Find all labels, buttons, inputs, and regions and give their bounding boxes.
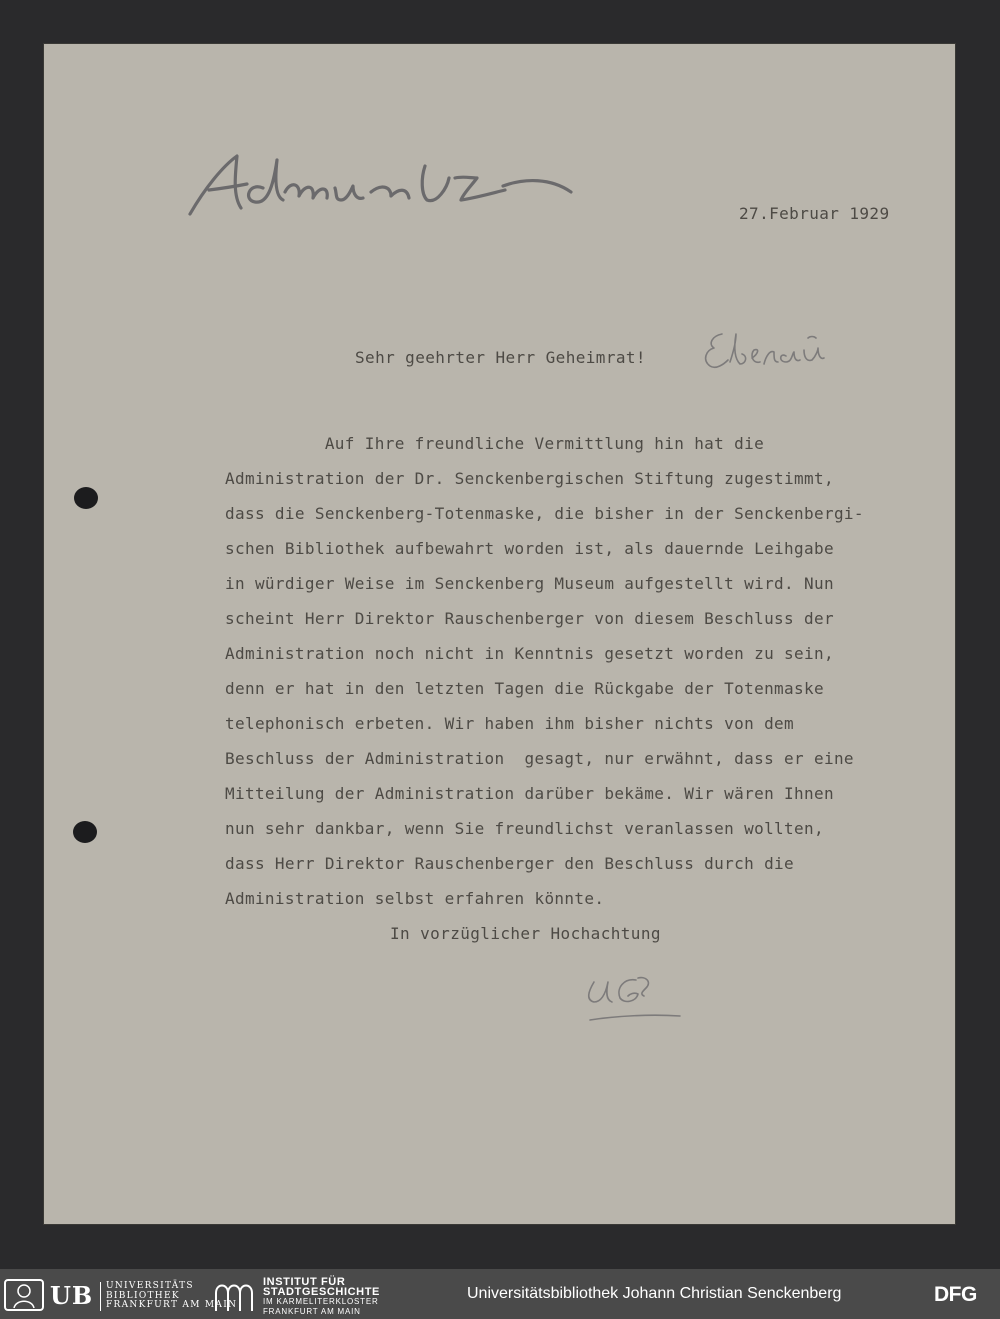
- ub-line: FRANKFURT AM MAIN: [106, 1300, 238, 1310]
- closing-phrase: In vorzüglicher Hochachtung: [390, 924, 661, 943]
- isg-line: INSTITUT FÜR: [263, 1276, 346, 1288]
- arches-icon: [214, 1277, 254, 1313]
- library-name: Universitätsbibliothek Johann Christian Senckenberg: [467, 1285, 842, 1302]
- body-line: Administration der Dr. Senckenbergischen Stiftung zugestimmt,: [225, 469, 834, 488]
- body-line: dass die Senckenberg-Totenmaske, die bisher in der Senckenbergi-: [225, 504, 864, 523]
- body-line: Mitteilung der Administration darüber bekäme. Wir wären Ihnen: [225, 784, 834, 803]
- body-line: denn er hat in den letzten Tagen die Rückgabe der Totenmaske: [225, 679, 824, 698]
- punch-hole: [74, 487, 98, 509]
- isg-line: IM KARMELITERKLOSTER: [263, 1297, 379, 1306]
- ub-line: UNIVERSITÄTS: [106, 1281, 194, 1291]
- isg-line: FRANKFURT AM MAIN: [263, 1307, 361, 1316]
- ub-line: BIBLIOTHEK: [106, 1290, 180, 1301]
- ub-letters: UB: [50, 1281, 94, 1310]
- punch-hole: [73, 821, 97, 843]
- body-line: scheint Herr Direktor Rauschenberger von diesem Beschluss der: [225, 609, 834, 628]
- isg-logo[interactable]: [214, 1276, 414, 1316]
- ub-logo[interactable]: [4, 1279, 238, 1311]
- body-line: nun sehr dankbar, wenn Sie freundlichst veranlassen wollten,: [225, 819, 824, 838]
- letter-body: [225, 430, 864, 920]
- handwritten-heading: [185, 148, 585, 223]
- portrait-seal-icon: [4, 1279, 44, 1311]
- isg-line: STADTGESCHICHTE: [263, 1286, 380, 1298]
- body-line: Auf Ihre freundliche Vermittlung hin hat die: [225, 434, 765, 453]
- footer-bar: [0, 1269, 1000, 1319]
- body-line: telephonisch erbeten. Wir haben ihm bisher nichts von dem: [225, 714, 795, 733]
- letter-date: 27.Februar 1929: [739, 204, 890, 223]
- signature: [580, 968, 690, 1028]
- body-line: schen Bibliothek aufbewahrt worden ist, als dauernde Leihgabe: [225, 539, 834, 558]
- body-line: Administration selbst erfahren könnte.: [225, 889, 605, 908]
- body-line: in würdiger Weise im Senckenberg Museum aufgestellt wird. Nun: [225, 574, 834, 593]
- isg-wordmark: [263, 1277, 380, 1317]
- salutation: Sehr geehrter Herr Geheimrat!: [355, 348, 646, 367]
- body-line: dass Herr Direktor Rauschenberger den Beschluss durch die: [225, 854, 795, 873]
- handwritten-recipient: [700, 328, 830, 376]
- body-line: Administration noch nicht in Kenntnis gesetzt worden zu sein,: [225, 644, 834, 663]
- body-line: Beschluss der Administration gesagt, nur erwähnt, dass er eine: [225, 749, 854, 768]
- dfg-logo[interactable]: DFG: [934, 1283, 977, 1306]
